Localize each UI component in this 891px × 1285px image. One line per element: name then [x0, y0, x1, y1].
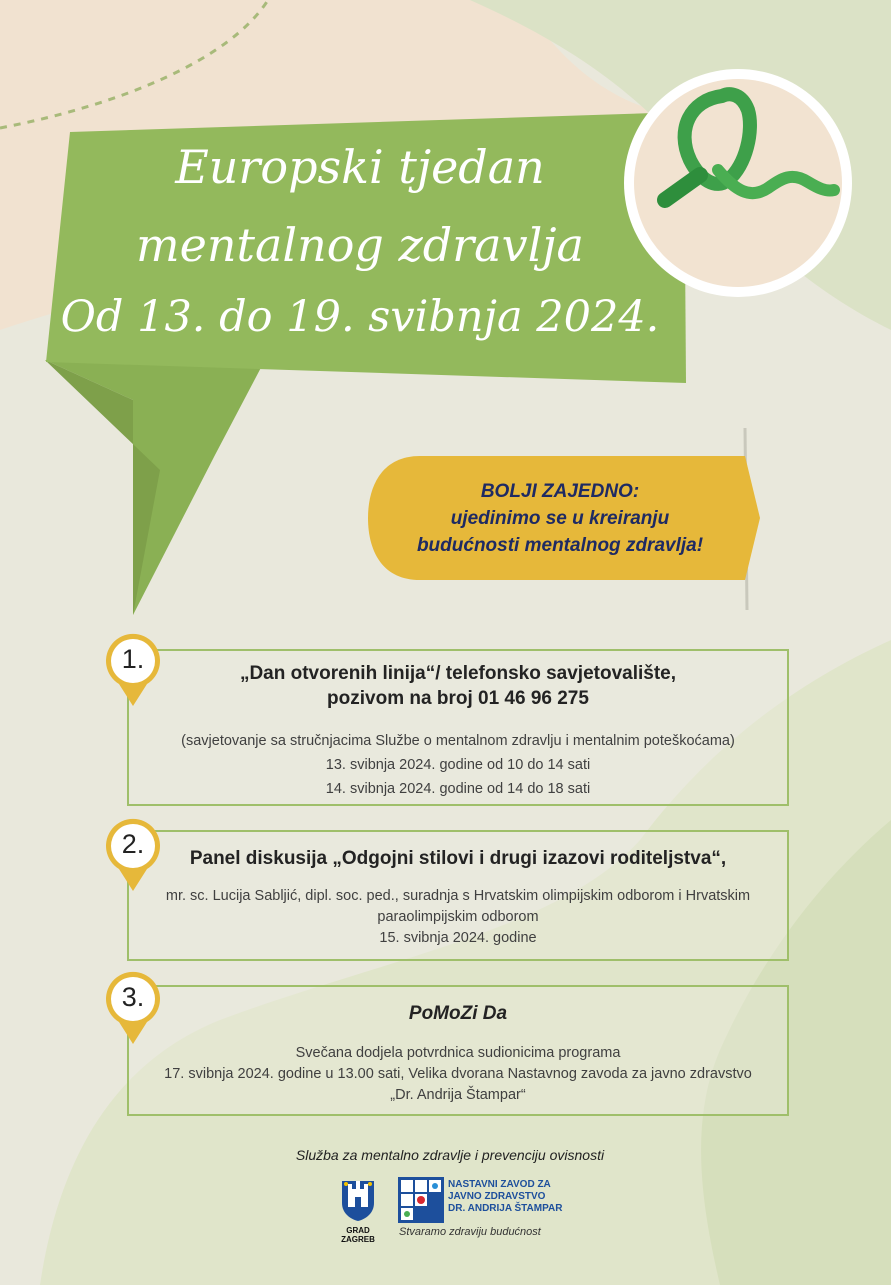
event-2-line-3: 15. svibnja 2024. godine — [379, 930, 537, 946]
event-1-details — [129, 729, 787, 801]
pin-2-number: 2. — [121, 829, 145, 859]
institute-motto: Stvaramo zdraviju budućnost — [399, 1226, 541, 1238]
institute-line-1: NASTAVNI ZAVOD ZA — [448, 1179, 551, 1190]
event-3-line-1: Svečana dodjela potvrdnica sudionicima programa — [295, 1045, 621, 1061]
title-line-1: Europski tjedan — [175, 140, 545, 194]
number-pin-3 — [105, 970, 161, 1046]
zagreb-coat-of-arms-icon — [336, 1175, 380, 1221]
event-1-line-3: 14. svibnja 2024. godine od 14 do 18 sati — [325, 781, 591, 797]
pin-3-number: 3. — [121, 982, 145, 1012]
zagreb-logo — [336, 1175, 380, 1245]
event-1-title — [129, 661, 787, 711]
event-2-line-2: paraolimpijskim odborom — [377, 909, 539, 925]
event-box-2 — [127, 830, 789, 961]
title-line-2: mentalnog zdravlja — [136, 218, 584, 272]
event-2-title: Panel diskusija „Odgojni stilovi i drugi izazovi roditeljstva“, — [189, 848, 727, 869]
institute-line-3: DR. ANDRIJA ŠTAMPAR — [448, 1203, 563, 1214]
slogan-line-3: budućnosti mentalnog zdravlja! — [416, 535, 704, 556]
number-pin-2 — [105, 817, 161, 893]
zagreb-logo-line-1: GRAD — [346, 1226, 370, 1235]
number-pin-1 — [105, 632, 161, 708]
slogan-line-1: BOLJI ZAJEDNO: — [480, 481, 640, 502]
title-line-3: Od 13. do 19. svibnja 2024. — [60, 292, 660, 342]
event-3-title: PoMoZi Da — [408, 1003, 508, 1024]
event-3-details — [129, 1043, 787, 1106]
event-1-title-line-2: pozivom na broj 01 46 96 275 — [327, 688, 589, 709]
institute-logo-icon — [398, 1177, 444, 1223]
footer-service: Služba za mentalno zdravlje i prevenciju ovisnosti — [295, 1147, 605, 1163]
slogan — [375, 478, 745, 559]
event-box-3 — [127, 985, 789, 1116]
event-2-details — [129, 886, 787, 949]
event-1-line-2: 13. svibnja 2024. godine od 10 do 14 sati — [325, 757, 591, 773]
event-3-line-2: 17. svibnja 2024. godine u 13.00 sati, Velika dvorana Nastavnog zavoda za javno zdravstvo — [164, 1066, 752, 1082]
event-box-1 — [127, 649, 789, 806]
pin-1-number: 1. — [121, 644, 145, 674]
event-1-line-1: (savjetovanje sa stručnjacima Službe o mentalnom zdravlju i mentalnim poteškoćama) — [181, 733, 735, 749]
zagreb-logo-line-2: ZAGREB — [341, 1235, 375, 1244]
event-2-line-1: mr. sc. Lucija Sabljić, dipl. soc. ped., suradnja s Hrvatskim olimpijskim odborom i Hrvatskim — [165, 888, 751, 904]
institute-line-2: JAVNO ZDRAVSTVO — [448, 1191, 546, 1202]
institute-name — [448, 1179, 562, 1215]
event-1-title-line-1: „Dan otvorenih linija“/ telefonsko savjetovalište, — [239, 663, 677, 684]
slogan-line-2: ujedinimo se u kreiranju — [450, 508, 670, 529]
event-3-line-3: „Dr. Andrija Štampar“ — [390, 1087, 526, 1103]
